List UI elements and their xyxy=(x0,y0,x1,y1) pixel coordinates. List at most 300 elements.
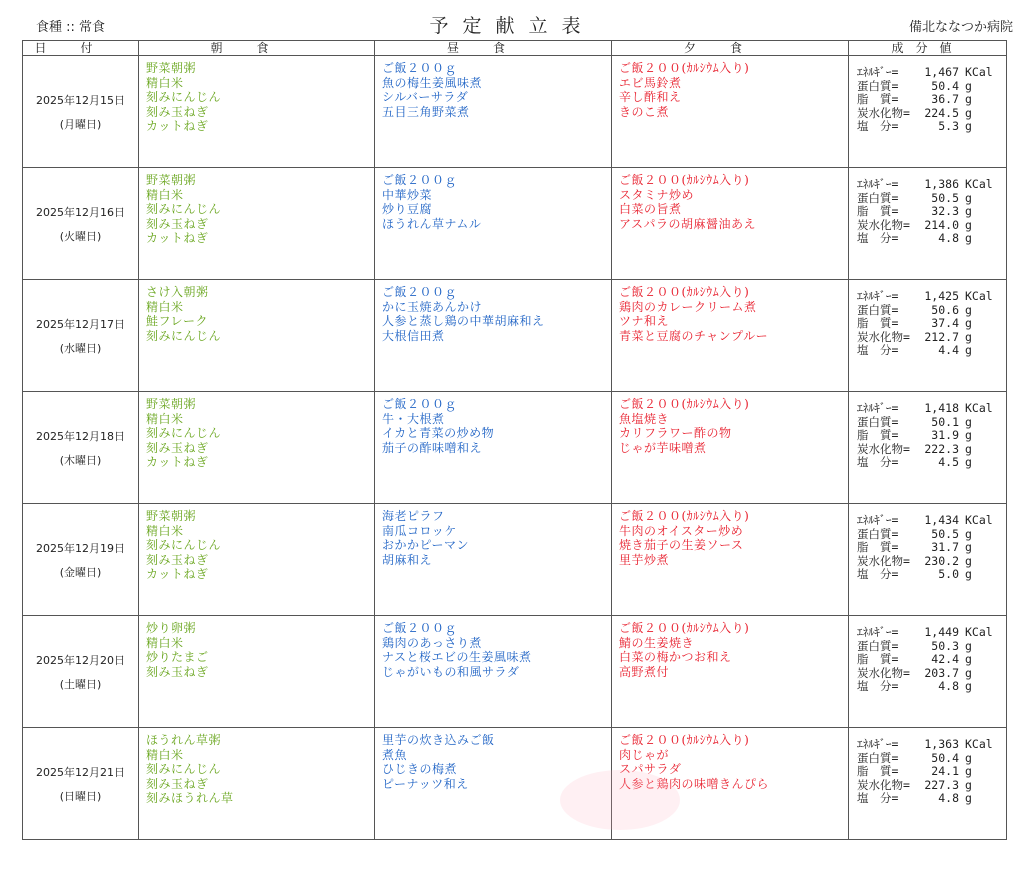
nutrient-value: 50.5 xyxy=(931,526,959,541)
nutrition-values xyxy=(849,504,1006,582)
nutrient-unit: g xyxy=(965,92,972,106)
date-cell xyxy=(23,616,139,728)
nutrient-salt-row xyxy=(857,568,1006,582)
nutrient-unit: g xyxy=(965,526,972,541)
dinner-items xyxy=(612,168,848,231)
dinner-item: カリフラワー酢の物 xyxy=(619,426,732,440)
nutrient-value: 32.3 xyxy=(931,204,959,218)
nutrient-unit: KCal xyxy=(965,65,993,79)
dinner-item: 白菜の旨煮 xyxy=(619,202,682,216)
nutrient-label: ｴﾈﾙｷﾞｰ= xyxy=(857,401,899,415)
nutrient-carb-row xyxy=(857,219,1006,233)
nutrient-label: 脂 質= xyxy=(857,316,899,330)
nutrient-label: 脂 質= xyxy=(857,652,899,666)
nutrient-label: 炭水化物= xyxy=(857,329,910,344)
nutrition-values xyxy=(849,168,1006,246)
lunch-items xyxy=(375,168,611,231)
nutrient-protein-row xyxy=(857,192,1006,206)
nutrient-energy-row xyxy=(857,626,1006,640)
nutrient-unit: g xyxy=(965,553,972,568)
lunch-items xyxy=(375,392,611,455)
nutrient-unit: KCal xyxy=(965,401,993,415)
breakfast-item: 精白米 xyxy=(146,523,184,538)
lunch-item: シルバーサラダ xyxy=(382,90,469,104)
menu-weekday: (土曜日) xyxy=(59,677,102,691)
nutrient-fat-row xyxy=(857,541,1006,555)
nutrient-unit: KCal xyxy=(965,177,993,191)
menu-date: 2025年12月17日 xyxy=(36,317,125,331)
dinner-item: ご飯２００(ｶﾙｼｳﾑ入り) xyxy=(619,285,750,299)
lunch-item: ピーナッツ和え xyxy=(382,776,469,791)
nutrient-label: 蛋白質= xyxy=(857,190,899,205)
breakfast-item: 刻みにんじん xyxy=(146,762,222,776)
nutrient-label: 蛋白質= xyxy=(857,750,899,765)
nutrient-label: 蛋白質= xyxy=(857,302,899,317)
nutrient-carb-row xyxy=(857,555,1006,569)
breakfast-items xyxy=(139,616,374,679)
column-header-date: 日付 xyxy=(23,41,139,56)
dinner-items xyxy=(612,504,848,567)
lunch-item: 五目三角野菜煮 xyxy=(382,104,470,119)
nutrient-unit: g xyxy=(965,567,972,581)
nutrient-unit: g xyxy=(965,204,972,218)
breakfast-item: 鮭フレーク xyxy=(146,314,209,328)
nutrient-salt-row xyxy=(857,232,1006,246)
menu-weekday: (火曜日) xyxy=(59,229,102,243)
menu-body xyxy=(23,56,1007,840)
lunch-cell xyxy=(375,168,612,280)
hospital-name: 備北ななつか病院 xyxy=(908,20,1013,35)
nutrient-label: 脂 質= xyxy=(857,204,899,218)
date-cell xyxy=(23,392,139,504)
menu-date: 2025年12月21日 xyxy=(36,765,125,779)
nutrient-value: 37.4 xyxy=(931,316,959,330)
nutrient-value: 4.8 xyxy=(938,231,959,245)
nutrient-protein-row xyxy=(857,416,1006,430)
breakfast-items xyxy=(139,56,374,134)
lunch-item: イカと青菜の炒め物 xyxy=(382,426,495,440)
lunch-item: ほうれん草ナムル xyxy=(382,216,482,231)
breakfast-cell xyxy=(139,728,375,840)
nutrient-carb-row xyxy=(857,331,1006,345)
nutrition-cell xyxy=(849,56,1007,168)
dinner-items xyxy=(612,56,848,119)
breakfast-item: 野菜朝粥 xyxy=(146,61,197,75)
nutrient-unit: g xyxy=(965,78,972,93)
menu-row xyxy=(23,168,1007,280)
nutrient-label: 炭水化物= xyxy=(857,553,910,568)
nutrient-salt-row xyxy=(857,344,1006,358)
lunch-item: じゃがいもの和風サラダ xyxy=(382,664,520,679)
dinner-item: 鶏肉のカレークリーム煮 xyxy=(619,299,757,314)
nutrient-carb-row xyxy=(857,779,1006,793)
dinner-item: ご飯２００(ｶﾙｼｳﾑ入り) xyxy=(619,509,750,523)
nutrient-unit: g xyxy=(965,105,972,120)
lunch-item: 煮魚 xyxy=(382,747,408,762)
breakfast-cell xyxy=(139,56,375,168)
nutrient-salt-row xyxy=(857,456,1006,470)
menu-date: 2025年12月19日 xyxy=(36,541,125,555)
nutrient-label: ｴﾈﾙｷﾞｰ= xyxy=(857,65,899,79)
breakfast-items xyxy=(139,168,374,246)
nutrient-fat-row xyxy=(857,93,1006,107)
lunch-items xyxy=(375,504,611,567)
dinner-item: アスパラの胡麻醤油あえ xyxy=(619,216,757,231)
breakfast-items xyxy=(139,280,374,343)
dinner-item: ツナ和え xyxy=(619,314,670,328)
nutrient-unit: g xyxy=(965,119,972,133)
nutrient-label: ｴﾈﾙｷﾞｰ= xyxy=(857,513,899,527)
breakfast-item: 刻み玉ねぎ xyxy=(146,104,209,119)
nutrition-cell xyxy=(849,616,1007,728)
nutrient-label: ｴﾈﾙｷﾞｰ= xyxy=(857,625,899,639)
lunch-cell xyxy=(375,392,612,504)
date-cell xyxy=(23,728,139,840)
lunch-cell xyxy=(375,616,612,728)
nutrient-label: 塩 分= xyxy=(857,231,899,245)
breakfast-items xyxy=(139,504,374,582)
nutrient-value: 4.8 xyxy=(938,679,959,693)
nutrient-value: 1,434 xyxy=(924,513,959,527)
nutrient-energy-row xyxy=(857,66,1006,80)
nutrient-value: 24.1 xyxy=(931,764,959,778)
lunch-item: ご飯２００ｇ xyxy=(382,285,458,299)
menu-row xyxy=(23,728,1007,840)
dinner-item: ご飯２００(ｶﾙｼｳﾑ入り) xyxy=(619,397,750,411)
dinner-items xyxy=(612,728,848,791)
breakfast-item: 炒り卵粥 xyxy=(146,621,197,635)
nutrient-value: 42.4 xyxy=(931,652,959,666)
menu-row xyxy=(23,280,1007,392)
nutrient-value: 31.7 xyxy=(931,540,959,554)
nutrient-value: 1,418 xyxy=(924,401,959,415)
nutrient-unit: g xyxy=(965,638,972,653)
nutrient-label: 蛋白質= xyxy=(857,78,899,93)
nutrient-label: 塩 分= xyxy=(857,567,899,581)
nutrition-cell xyxy=(849,504,1007,616)
breakfast-item: 炒りたまご xyxy=(146,650,209,664)
nutrient-value: 230.2 xyxy=(924,553,959,568)
nutrient-label: 塩 分= xyxy=(857,791,899,805)
nutrient-label: ｴﾈﾙｷﾞｰ= xyxy=(857,289,899,303)
nutrient-value: 50.5 xyxy=(931,190,959,205)
nutrient-value: 5.3 xyxy=(938,119,959,133)
nutrient-value: 4.8 xyxy=(938,791,959,805)
nutrient-protein-row xyxy=(857,304,1006,318)
nutrient-unit: g xyxy=(965,414,972,429)
lunch-item: かに玉焼あんかけ xyxy=(382,299,483,314)
dinner-item: 辛し酢和え xyxy=(619,90,682,104)
nutrient-unit: g xyxy=(965,343,972,357)
nutrition-cell xyxy=(849,392,1007,504)
dinner-items xyxy=(612,392,848,455)
nutrient-label: 蛋白質= xyxy=(857,638,899,653)
lunch-item: 鶏肉のあっさり煮 xyxy=(382,635,482,650)
dinner-item: ご飯２００(ｶﾙｼｳﾑ入り) xyxy=(619,733,750,747)
nutrient-value: 1,467 xyxy=(924,65,959,79)
nutrient-unit: g xyxy=(965,316,972,330)
nutrient-value: 31.9 xyxy=(931,428,959,442)
nutrient-salt-row xyxy=(857,120,1006,134)
nutrient-fat-row xyxy=(857,765,1006,779)
nutrient-value: 224.5 xyxy=(924,105,959,120)
dinner-cell xyxy=(612,56,849,168)
dinner-item: 人参と鶏肉の味噌きんぴら xyxy=(619,776,770,791)
lunch-cell xyxy=(375,728,612,840)
dinner-item: 焼き茄子の生姜ソース xyxy=(619,538,744,552)
nutrient-value: 1,363 xyxy=(924,737,959,751)
breakfast-item: 刻みにんじん xyxy=(146,426,222,440)
nutrient-label: 炭水化物= xyxy=(857,665,910,680)
dinner-cell xyxy=(612,504,849,616)
nutrient-value: 4.5 xyxy=(938,455,959,469)
nutrient-unit: g xyxy=(965,428,972,442)
breakfast-item: 刻みにんじん xyxy=(146,202,222,216)
nutrient-protein-row xyxy=(857,80,1006,94)
nutrient-unit: g xyxy=(965,750,972,765)
nutrient-protein-row xyxy=(857,528,1006,542)
column-header-lunch: 昼食 xyxy=(375,41,612,56)
lunch-item: 海老ピラフ xyxy=(382,509,445,523)
nutrient-value: 1,449 xyxy=(924,625,959,639)
nutrient-label: 塩 分= xyxy=(857,455,899,469)
breakfast-cell xyxy=(139,616,375,728)
dinner-items xyxy=(612,280,848,343)
menu-row xyxy=(23,504,1007,616)
nutrient-unit: KCal xyxy=(965,513,993,527)
nutrient-label: 蛋白質= xyxy=(857,414,899,429)
nutrient-unit: g xyxy=(965,652,972,666)
breakfast-item: ほうれん草粥 xyxy=(146,733,222,747)
nutrient-label: 炭水化物= xyxy=(857,441,910,456)
breakfast-item: 精白米 xyxy=(146,747,184,762)
dinner-item: きのこ煮 xyxy=(619,104,670,119)
lunch-item: 中華炒菜 xyxy=(382,187,433,202)
nutrient-value: 227.3 xyxy=(924,777,959,792)
nutrient-label: 脂 質= xyxy=(857,540,899,554)
nutrient-label: ｴﾈﾙｷﾞｰ= xyxy=(857,177,899,191)
lunch-item: 大根信田煮 xyxy=(382,328,445,343)
lunch-item: ご飯２００ｇ xyxy=(382,61,458,75)
dinner-item: 鯖の生姜焼き xyxy=(619,635,695,650)
dinner-item: 高野煮付 xyxy=(619,664,670,679)
nutrient-unit: g xyxy=(965,665,972,680)
breakfast-cell xyxy=(139,504,375,616)
menu-weekday: (金曜日) xyxy=(59,565,102,579)
breakfast-item: カットねぎ xyxy=(146,119,209,133)
nutrition-values xyxy=(849,392,1006,470)
nutrient-energy-row xyxy=(857,178,1006,192)
menu-date: 2025年12月20日 xyxy=(36,653,125,667)
nutrient-energy-row xyxy=(857,290,1006,304)
nutrient-label: 脂 質= xyxy=(857,428,899,442)
breakfast-item: 野菜朝粥 xyxy=(146,509,197,523)
dinner-item: ご飯２００(ｶﾙｼｳﾑ入り) xyxy=(619,621,750,635)
nutrient-unit: g xyxy=(965,231,972,245)
menu-weekday: (木曜日) xyxy=(59,453,102,467)
breakfast-item: カットねぎ xyxy=(146,231,209,245)
nutrition-values xyxy=(849,280,1006,358)
menu-date: 2025年12月18日 xyxy=(36,429,125,443)
lunch-item: 炒り豆腐 xyxy=(382,202,433,216)
nutrient-unit: g xyxy=(965,217,972,232)
breakfast-item: 刻みほうれん草 xyxy=(146,791,234,805)
breakfast-cell xyxy=(139,280,375,392)
dinner-items xyxy=(612,616,848,679)
meal-type-label: 食種 :: 常食 xyxy=(36,20,106,35)
nutrient-unit: g xyxy=(965,777,972,792)
menu-weekday: (日曜日) xyxy=(59,789,102,803)
nutrient-label: 炭水化物= xyxy=(857,105,910,120)
nutrition-cell xyxy=(849,280,1007,392)
lunch-item: 人参と蒸し鶏の中華胡麻和え xyxy=(382,314,545,328)
nutrient-value: 4.4 xyxy=(938,343,959,357)
nutrient-energy-row xyxy=(857,402,1006,416)
nutrient-unit: KCal xyxy=(965,737,993,751)
menu-date: 2025年12月15日 xyxy=(36,93,125,107)
nutrient-value: 50.1 xyxy=(931,414,959,429)
nutrient-label: 蛋白質= xyxy=(857,526,899,541)
lunch-item: 胡麻和え xyxy=(382,552,433,567)
nutrient-fat-row xyxy=(857,317,1006,331)
dinner-item: スタミナ炒め xyxy=(619,187,695,202)
dinner-item: 青菜と豆腐のチャンプルー xyxy=(619,328,769,343)
breakfast-item: 刻みにんじん xyxy=(146,90,222,104)
nutrient-unit: g xyxy=(965,441,972,456)
lunch-cell xyxy=(375,280,612,392)
document-header xyxy=(0,0,1024,38)
dinner-item: エビ馬鈴煮 xyxy=(619,75,682,90)
nutrient-label: 塩 分= xyxy=(857,343,899,357)
breakfast-item: 刻み玉ねぎ xyxy=(146,552,209,567)
breakfast-cell xyxy=(139,392,375,504)
lunch-item: ご飯２００ｇ xyxy=(382,397,458,411)
nutrient-unit: KCal xyxy=(965,289,993,303)
nutrient-salt-row xyxy=(857,680,1006,694)
nutrient-label: 炭水化物= xyxy=(857,777,910,792)
lunch-cell xyxy=(375,56,612,168)
nutrition-values xyxy=(849,728,1006,806)
lunch-item: ナスと桜エビの生姜風味煮 xyxy=(382,650,532,664)
dinner-cell xyxy=(612,168,849,280)
menu-date: 2025年12月16日 xyxy=(36,205,125,219)
breakfast-items xyxy=(139,392,374,470)
nutrient-unit: g xyxy=(965,791,972,805)
dinner-cell xyxy=(612,280,849,392)
date-cell xyxy=(23,280,139,392)
nutrient-protein-row xyxy=(857,640,1006,654)
breakfast-item: 精白米 xyxy=(146,411,184,426)
nutrient-fat-row xyxy=(857,429,1006,443)
column-header-dinner: 夕食 xyxy=(612,41,849,56)
nutrient-value: 212.7 xyxy=(924,329,959,344)
nutrition-cell xyxy=(849,728,1007,840)
date-cell xyxy=(23,56,139,168)
breakfast-cell xyxy=(139,168,375,280)
nutrient-unit: g xyxy=(965,302,972,317)
dinner-item: 白菜の梅かつお和え xyxy=(619,650,732,664)
nutrition-values xyxy=(849,56,1006,134)
nutrition-values xyxy=(849,616,1006,694)
nutrient-unit: g xyxy=(965,764,972,778)
nutrient-value: 50.3 xyxy=(931,638,959,653)
nutrient-value: 1,386 xyxy=(924,177,959,191)
nutrient-fat-row xyxy=(857,653,1006,667)
breakfast-item: 刻み玉ねぎ xyxy=(146,440,209,455)
nutrient-label: 炭水化物= xyxy=(857,217,910,232)
dinner-item: 牛肉のオイスター炒め xyxy=(619,523,744,538)
breakfast-item: 刻み玉ねぎ xyxy=(146,664,209,679)
menu-weekday: (水曜日) xyxy=(59,341,102,355)
nutrient-value: 5.0 xyxy=(938,567,959,581)
breakfast-item: 野菜朝粥 xyxy=(146,397,197,411)
nutrient-unit: g xyxy=(965,540,972,554)
breakfast-item: 精白米 xyxy=(146,187,184,202)
breakfast-item: 刻み玉ねぎ xyxy=(146,776,209,791)
nutrient-fat-row xyxy=(857,205,1006,219)
nutrient-unit: g xyxy=(965,329,972,344)
dinner-cell xyxy=(612,728,849,840)
breakfast-item: 精白米 xyxy=(146,635,184,650)
column-header-breakfast: 朝食 xyxy=(139,41,375,56)
lunch-item: 牛・大根煮 xyxy=(382,411,445,426)
nutrient-salt-row xyxy=(857,792,1006,806)
nutrient-value: 50.4 xyxy=(931,750,959,765)
breakfast-item: カットねぎ xyxy=(146,455,209,469)
column-header-nutrition: 成分値 xyxy=(849,41,1007,56)
menu-row xyxy=(23,616,1007,728)
nutrient-unit: g xyxy=(965,679,972,693)
breakfast-item: 刻み玉ねぎ xyxy=(146,216,209,231)
breakfast-item: 精白米 xyxy=(146,75,184,90)
header-row xyxy=(23,41,1007,56)
nutrient-label: 脂 質= xyxy=(857,92,899,106)
nutrient-protein-row xyxy=(857,752,1006,766)
lunch-item: おかかピーマン xyxy=(382,538,470,552)
nutrient-value: 1,425 xyxy=(924,289,959,303)
nutrient-value: 214.0 xyxy=(924,217,959,232)
lunch-item: ご飯２００ｇ xyxy=(382,173,458,187)
date-cell xyxy=(23,504,139,616)
nutrient-value: 36.7 xyxy=(931,92,959,106)
lunch-items xyxy=(375,728,611,791)
menu-table xyxy=(22,40,1007,840)
dinner-item: ご飯２００(ｶﾙｼｳﾑ入り) xyxy=(619,61,750,75)
nutrient-label: 脂 質= xyxy=(857,764,899,778)
nutrient-value: 50.4 xyxy=(931,78,959,93)
breakfast-item: さけ入朝粥 xyxy=(146,285,209,299)
lunch-items xyxy=(375,280,611,343)
nutrient-value: 203.7 xyxy=(924,665,959,680)
dinner-item: スパサラダ xyxy=(619,762,682,776)
breakfast-item: 刻みにんじん xyxy=(146,538,222,552)
nutrient-carb-row xyxy=(857,107,1006,121)
nutrient-value: 50.6 xyxy=(931,302,959,317)
dinner-cell xyxy=(612,616,849,728)
dinner-item: ご飯２００(ｶﾙｼｳﾑ入り) xyxy=(619,173,750,187)
lunch-item: ひじきの梅煮 xyxy=(382,762,458,776)
menu-weekday: (月曜日) xyxy=(59,117,102,131)
breakfast-items xyxy=(139,728,374,806)
nutrition-cell xyxy=(849,168,1007,280)
dinner-item: 肉じゃが xyxy=(619,747,670,762)
breakfast-item: カットねぎ xyxy=(146,567,209,581)
nutrient-unit: KCal xyxy=(965,625,993,639)
menu-row xyxy=(23,56,1007,168)
breakfast-item: 精白米 xyxy=(146,299,184,314)
dinner-item: 魚塩焼き xyxy=(619,411,670,426)
nutrient-carb-row xyxy=(857,667,1006,681)
